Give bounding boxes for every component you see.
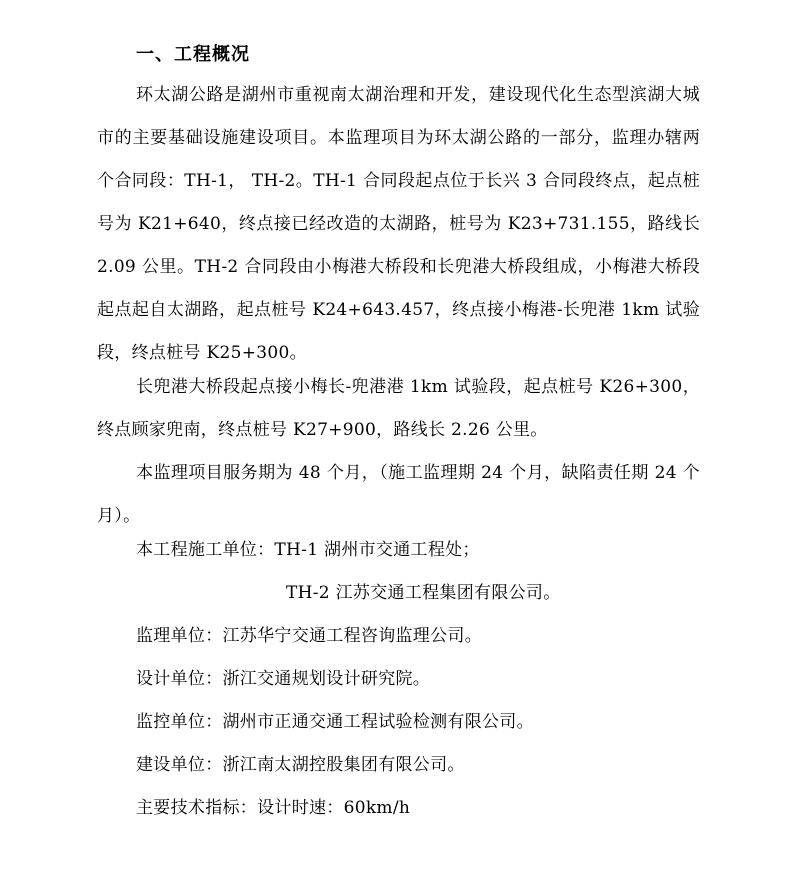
monitoring-unit: 监控单位：湖州市正通交通工程试验检测有限公司。 [136,712,534,732]
owner-unit: 建设单位：浙江南太湖控股集团有限公司。 [136,755,465,775]
overview-paragraph: 环太湖公路是湖州市重视南太湖治理和开发，建设现代化生态型滨湖大城市的主要基础设施建设项目。本监理项目为环太湖公路的一部分，监理办辖两个合同段：TH-1， TH-2。TH-1 合同段起点位于长兴 3 合同段终点，起点桩号为 K21+640，终点接已经改造的太湖路，桩号为 K23+731.155，路线长 2.09 公里。TH-2 合同段由小梅港大桥段和长兜港大桥段组成，小梅港大桥段起点起自太湖路，起点桩号 K24+643.457，终点接小梅港-长兜港 1km 试验段，终点桩号 K25+300。 [97,85,700,363]
supervision-unit: 监理单位：江苏华宁交通工程咨询监理公司。 [136,626,482,646]
construction-unit-th2: TH-2 江苏交通工程集团有限公司。 [286,583,561,603]
section-heading: 一、工程概况 [136,44,250,65]
changdou-paragraph: 长兜港大桥段起点接小梅长-兜港港 1km 试验段，起点桩号 K26+300，终点顾家兜南，终点桩号 K27+900，路线长 2.26 公里。 [97,377,700,440]
tech-index: 主要技术指标：设计时速：60km/h [136,798,411,818]
construction-unit-th1: 本工程施工单位：TH-1 湖州市交通工程处； [136,540,480,560]
service-period-paragraph: 本监理项目服务期为 48 个月，（施工监理期 24 个月，缺陷责任期 24 个月）。 [97,463,700,526]
design-unit: 设计单位：浙江交通规划设计研究院。 [136,669,431,689]
